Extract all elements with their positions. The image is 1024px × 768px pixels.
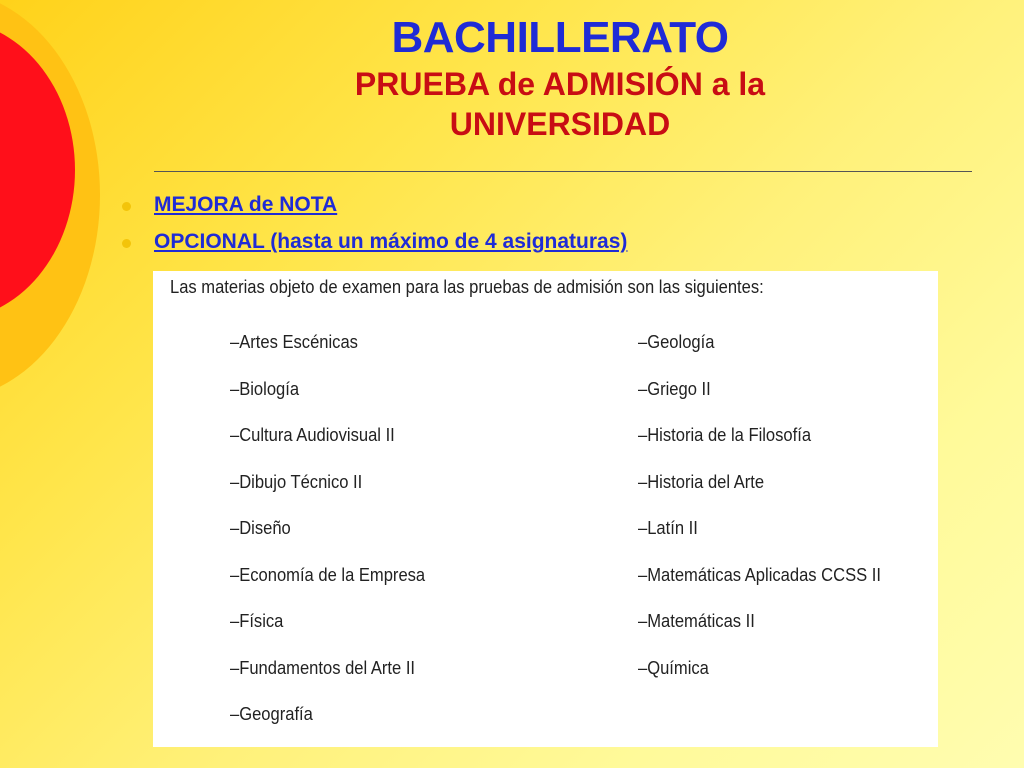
opcional-link[interactable]: OPCIONAL (hasta un máximo de 4 asignaturas) [154,230,628,253]
mejora-nota-link[interactable]: MEJORA de NOTA [154,193,338,216]
subject-item: –Geografía [230,704,313,724]
bullet-dot-icon [122,202,131,211]
subject-item: –Historia del Arte [638,471,765,492]
subject-item: –Química [638,657,709,678]
subject-item: –Cultura Audiovisual II [230,425,395,445]
title-subtitle: PRUEBA de ADMISIÓN a la UNIVERSIDAD [354,66,766,142]
slide-title [150,12,970,144]
subject-item: –Latín II [638,518,698,538]
subject-item: –Historia de la Filosofía [638,425,812,445]
subject-item: –Griego II [638,378,711,399]
subjects-box [153,271,938,747]
subjects-intro: Las materias objeto de examen para las pruebas de admisión son las siguientes: [170,277,764,297]
subject-item: –Matemáticas II [638,611,755,631]
subject-item: –Matemáticas Aplicadas CCSS II [638,564,881,585]
subject-item: –Economía de la Empresa [230,564,426,585]
title-main: BACHILLERATO [391,13,729,62]
subjects-list-left [230,331,442,750]
bullet-item [120,192,627,229]
bullet-item [120,229,627,266]
subject-item: –Artes Escénicas [230,332,358,352]
subject-item: –Diseño [230,518,291,538]
title-divider [154,171,972,172]
bullet-list [120,192,627,266]
subjects-list-right [638,331,902,703]
subject-item: –Física [230,611,284,631]
bullet-dot-icon [122,239,131,248]
subject-item: –Biología [230,378,300,399]
subject-item: –Geología [638,332,715,352]
subject-item: –Fundamentos del Arte II [230,657,416,678]
subject-item: –Dibujo Técnico II [230,471,363,492]
